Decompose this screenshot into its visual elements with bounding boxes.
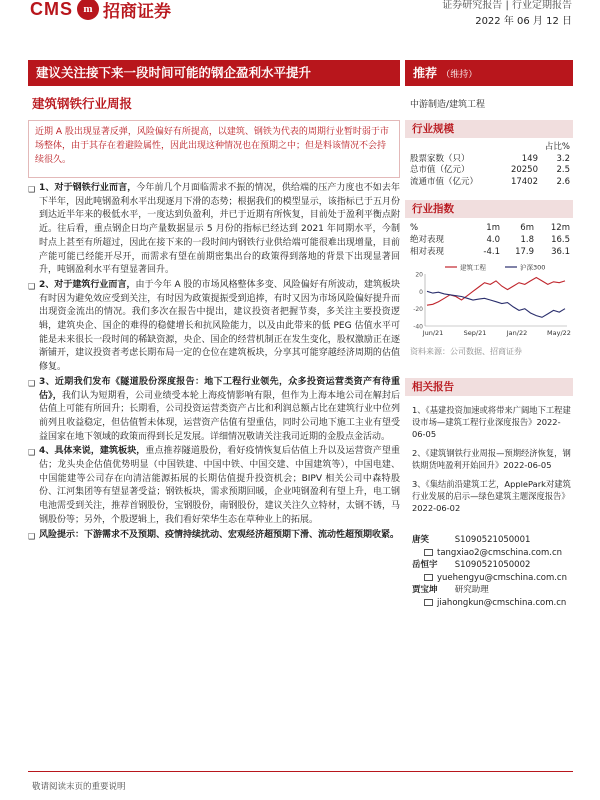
report-title: 建议关注接下来一段时间可能的钢企盈利水平提升 (28, 60, 400, 86)
analyst-email-row (412, 547, 572, 560)
col-header: 6m (520, 223, 534, 233)
unit-header: 占比% (544, 142, 570, 152)
table-row (410, 154, 570, 166)
series-line-0 (427, 278, 565, 306)
bullet-head: 风险提示： (39, 529, 85, 540)
analyst-name: 岳恒宇 (412, 560, 438, 571)
mail-icon (424, 549, 433, 556)
cell: 17.9 (515, 247, 534, 257)
section-related-reports: 相关报告 (405, 378, 573, 396)
x-tick-label: May/22 (547, 329, 571, 337)
series-line-1 (427, 291, 565, 317)
bullet-head: 4、具体来说，建筑板块， (39, 446, 146, 457)
analyst-email-row (412, 597, 572, 610)
cms-logo (30, 0, 171, 24)
table-header-row (410, 222, 570, 234)
table-row (410, 234, 570, 246)
bullet-item (28, 529, 400, 544)
col-header: 12m (550, 223, 570, 233)
y-tick-label: -20 (413, 306, 423, 314)
y-tick-label: -40 (413, 323, 423, 331)
logo-cn: 招商证券 (103, 1, 171, 22)
cell: 1.8 (520, 235, 534, 245)
bullet-item (28, 376, 400, 445)
footer-note: 敬请阅读末页的重要说明 (32, 782, 126, 792)
related-reports-list (412, 404, 574, 521)
section-industry-index: 行业指数 (405, 200, 573, 218)
related-report-link[interactable]: 1、《基建投资加速或将带来广阔地下工程建设市场—建筑工程行业深度报告》2022-06-05 (412, 405, 571, 439)
footer-divider (28, 771, 573, 772)
bullet-body: 由于今年 A 股的市场风格整体多变、风险偏好有所波动，建筑板块有时因为避免效应受到关注，有时因为政策提振受到追捧，有时又因为市场风险偏好提升而出现资金流出的情况。我们多次在报告中提出，建议投资者把握节奏，多关注主要投资逻辑，建筑央企、国企的难得的稳健增长和抗风险能力，以及由此带来的低 PEG 估值水平可能是未来很长一段时间的稀缺资源，央企、国企的经营机制正在发生变化，股权激励正在逐渐铺开，建议投资者考虑长期布局一定的仓位在建筑板块，分享其可能穿越经济周期的估值修复。 (39, 279, 400, 373)
x-tick-label: Jun/21 (422, 329, 444, 337)
cell: 16.5 (551, 235, 570, 245)
sector-label: 中游制造/建筑工程 (410, 100, 486, 110)
x-tick-label: Jan/22 (506, 329, 528, 337)
row-value: 149 (521, 153, 538, 164)
col-header: 1m (486, 223, 500, 233)
checkbox-icon: ❑ (28, 281, 36, 291)
bullet-body: 重点推荐隧道股份，看好疫情恢复后估值上升以及运营资产望重估；龙头央企估值优势明显（中国铁建、中国中铁、中国交建、中国建筑等），中国电建、中国能建等公司存在向清洁能源拓展的长期估值提升投资机会；BIPV 相关公司中森特股份、江河集团等有望显著受益；钢铁板块，需求预期回暖，企业吨钢盈利有望上升，电工钢电池需受到关注，推荐首钢股份，宝钢股份，南钢股份，建议关注久立特材，太钢不锈，马钢股份等；另外，个股逻辑上，我们看好荣华生态在草种业上的拓展。 (39, 446, 400, 525)
analyst-name: 贾宝坤 (412, 585, 438, 596)
bullet-head: 3、近期我们发布《隧道股份深度报告：地下工程行业领先，众多投资运营类资产有待重估》， (39, 376, 400, 401)
checkbox-icon: ❑ (28, 185, 36, 194)
industry-scale-table (410, 142, 570, 188)
col-header: % (410, 223, 419, 233)
analyst-email[interactable]: tangxiao2@cmschina.com.cn (437, 547, 563, 558)
analyst-id: 研究助理 (454, 585, 489, 596)
report-subtitle: 建筑钢铁行业周报 (32, 96, 133, 111)
bullet-head: 2、对于建筑行业而言， (39, 279, 136, 290)
logo-badge: m (77, 0, 99, 20)
row-pct: 2.6 (556, 176, 570, 187)
analyst-email[interactable]: yuehengyu@cmschina.com.cn (437, 572, 567, 583)
analyst-email[interactable]: jiahongkun@cmschina.com.cn (437, 597, 567, 608)
mail-icon (424, 574, 433, 581)
table-row (410, 177, 570, 189)
row-value: 20250 (510, 165, 538, 175)
legend-label: 沪深300 (520, 263, 546, 272)
row-label: 总市值（亿元） (410, 165, 470, 175)
table-row (410, 142, 570, 154)
cell: -4.1 (483, 247, 500, 257)
index-line-chart (405, 262, 573, 342)
bullet-item (28, 182, 400, 278)
industry-index-table (410, 222, 570, 258)
analyst-name: 唐笑 (412, 535, 430, 545)
page-header (0, 0, 600, 50)
y-tick-label: 20 (415, 271, 423, 279)
mail-icon (424, 599, 433, 606)
bullet-body: 下游需求不及预期、疫情持续扰动、宏观经济超预期下滑、流动性超预期收紧。 (84, 529, 400, 540)
analyst-row (412, 584, 572, 597)
table-row (410, 165, 570, 177)
cell: 绝对表现 (410, 235, 445, 245)
bullet-body: 今年前几个月面临需求不振的情况，供给端的压产力度也不如去年下半年，因此吨钢盈利水平出现逐月下滑的态势；根据我们的模型显示，该指标已于五月份到达近半年来的极低水平，一度达到负盈利，并已于近期有所恢复，目前处于盈利平衡点附近。往后看，重点钢企日均产量数据显示 5 月份的指标已经达到 2021 年同期水平，今制时点上甚至有所超过，因此在接下来的一段时间内钢铁行业供给端可能很难出现增量，目前产能可能已经能开尽开，而需求有望在前期密集出台的政策得到落地的背景下出现显著回升，吨钢盈利水平有望显著回升。 (39, 183, 400, 276)
analyst-email-row (412, 572, 572, 585)
analyst-id: S1090521050002 (454, 560, 531, 571)
related-report-link[interactable]: 2、《建筑钢铁行业周报—预期经济恢复，钢铁期货吨盈利开始回升》2022-06-05 (412, 448, 571, 470)
row-label: 流通市值（亿元） (410, 176, 479, 187)
analyst-row (412, 534, 572, 547)
legend-label: 建筑工程 (460, 263, 486, 272)
recommendation-badge (405, 60, 573, 86)
bullet-list (28, 182, 400, 544)
analyst-row (412, 559, 572, 572)
doc-date: 2022 年 06 月 12 日 (475, 16, 572, 27)
analyst-list (412, 534, 572, 610)
cell: 相对表现 (410, 247, 445, 257)
row-value: 17402 (510, 176, 538, 187)
y-tick-label: 0 (419, 288, 423, 296)
bullet-head: 1、对于钢铁行业而言， (39, 183, 137, 193)
row-label: 股票家数（只） (410, 153, 470, 164)
cell: 36.1 (551, 247, 570, 257)
logo-en: CMS (30, 0, 73, 19)
bullet-item (28, 279, 400, 375)
x-tick-label: Sep/21 (463, 329, 487, 337)
row-pct: 2.5 (556, 165, 570, 175)
cell: 4.0 (486, 235, 500, 245)
checkbox-icon: ❑ (28, 531, 36, 541)
row-pct: 3.2 (556, 153, 570, 164)
checkbox-icon: ❑ (28, 448, 36, 458)
source-note: 资料来源：公司数据、招商证券 (410, 347, 522, 356)
checkbox-icon: ❑ (28, 378, 36, 388)
doc-type: 证券研究报告 | 行业定期报告 (442, 0, 572, 11)
bullet-item (28, 445, 400, 527)
bullet-body: 我们认为短期看，公司业绩受本轮上海疫情影响有限，但作为上海本地公司在解封后估值上可能有所回升；长期看，公司投资运营类资产占比和利润总额占比在建筑行业中位列前列且收益稳定，但估值暂未体现，运营资产估值有望重估，同时公司地下施工主业有望受益国家在地下领域的政策而得到长足发展。详细情况敬请关注我司近期的金股点金活动。 (39, 390, 400, 442)
recommend-sub: （维持） (441, 70, 478, 80)
table-row (410, 246, 570, 258)
section-industry-scale: 行业规模 (405, 120, 573, 138)
related-report-link[interactable]: 3、《集结前沿建筑工艺，ApplePark对建筑行业发展的启示—绿色建筑主题深度报告》2022-06-02 (412, 479, 571, 513)
summary-box: 近期 A 股出现显著反弹，风险偏好有所提高，以建筑、钢铁为代表的周期行业暂时弱于市场整体，由于其存在着避险属性，因此出现这种情况也在预期之中；但是料该情况不会持续很久。 (28, 120, 400, 178)
recommend-label: 推荐 (413, 66, 438, 80)
analyst-id: S1090521050001 (454, 535, 531, 545)
